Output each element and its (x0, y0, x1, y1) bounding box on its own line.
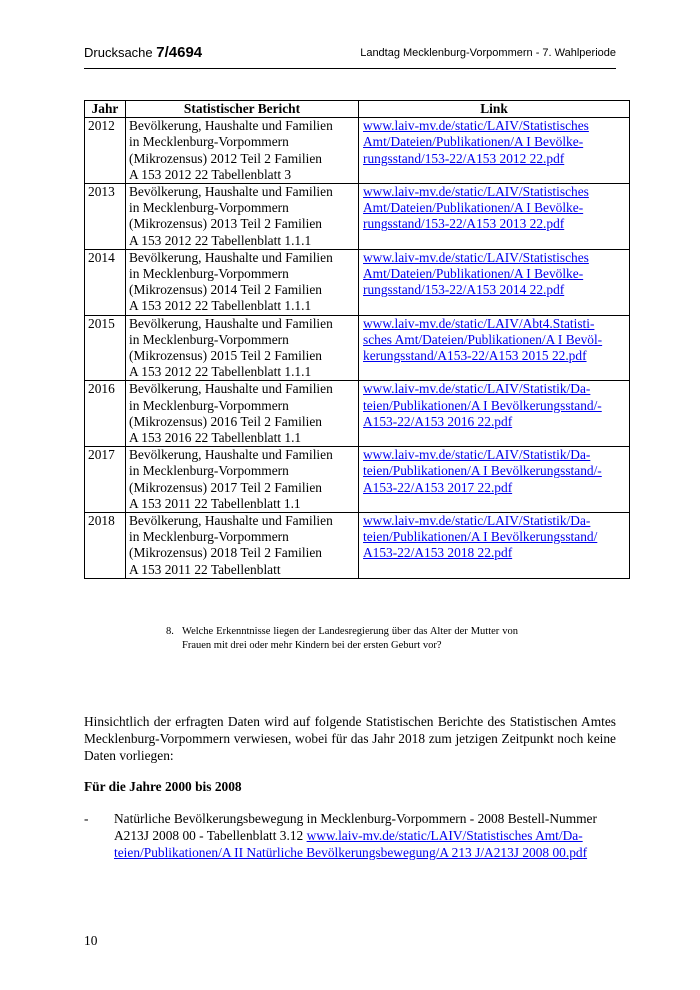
cell-report (126, 118, 359, 184)
question-text: Welche Erkenntnisse liegen der Landesregierung über das Alter der Mutter von Frauen mit drei oder mehr Kindern bei der ersten Geburt vor? (182, 626, 518, 651)
bullet-link-line-1[interactable]: www.laiv-mv.de/static/LAIV/Statistisches Amt/Da- (306, 828, 583, 843)
report-link[interactable]: rungsstand/153-22/A153 2014 22.pdf (363, 282, 565, 298)
cell-link (359, 513, 630, 579)
cell-link (359, 249, 630, 315)
cell-year: 2016 (85, 381, 126, 447)
report-link[interactable]: Amt/Dateien/Publikationen/A I Bevölke- (363, 134, 584, 150)
table-row (85, 249, 630, 315)
report-line: in Mecklenburg-Vorpommern (129, 397, 289, 413)
report-link[interactable]: A153-22/A153 2016 22.pdf (363, 413, 513, 429)
report-link[interactable]: A153-22/A153 2017 22.pdf (363, 479, 513, 495)
report-line: (Mikrozensus) 2017 Teil 2 Familien (129, 479, 322, 495)
table-row (85, 184, 630, 250)
report-line: (Mikrozensus) 2013 Teil 2 Familien (129, 216, 322, 232)
question-number: 8. (166, 626, 174, 637)
report-line: (Mikrozensus) 2015 Teil 2 Familien (129, 348, 322, 364)
column-header-year: Jahr (85, 101, 126, 118)
bullet-link-line-2[interactable]: teien/Publikationen/A II Natürliche Bevölkerungsbewegung/A 213 J/A213J 2008 00.pdf (114, 845, 588, 860)
report-line: in Mecklenburg-Vorpommern (129, 331, 289, 347)
column-header-link: Link (359, 101, 630, 118)
document-label: Drucksache (84, 45, 157, 60)
cell-year: 2017 (85, 447, 126, 513)
report-link[interactable]: teien/Publikationen/A I Bevölkerungsstand/ (363, 529, 598, 545)
document-id: 7/4694 (156, 44, 203, 61)
report-link[interactable]: sches Amt/Dateien/Publikationen/A I Bevöl- (363, 331, 603, 347)
cell-year: 2014 (85, 249, 126, 315)
report-link[interactable]: Amt/Dateien/Publikationen/A I Bevölke- (363, 200, 584, 216)
table-header-row (85, 101, 630, 118)
cell-report (126, 315, 359, 381)
report-link[interactable]: www.laiv-mv.de/static/LAIV/Abt4.Statisti- (363, 315, 595, 331)
report-line: A 153 2012 22 Tabellenblatt 1.1.1 (129, 298, 312, 314)
report-link[interactable]: teien/Publikationen/A I Bevölkerungsstand/- (363, 463, 602, 479)
report-link[interactable]: www.laiv-mv.de/static/LAIV/Statistisches (363, 184, 589, 200)
report-line: Bevölkerung, Haushalte und Familien (129, 249, 333, 265)
bullet-dash: - (84, 811, 89, 826)
table-row (85, 381, 630, 447)
report-link[interactable]: A153-22/A153 2018 22.pdf (363, 545, 513, 561)
report-line: in Mecklenburg-Vorpommern (129, 200, 289, 216)
cell-year: 2012 (85, 118, 126, 184)
report-line: in Mecklenburg-Vorpommern (129, 529, 289, 545)
section-subheading: Für die Jahre 2000 bis 2008 (84, 779, 242, 794)
report-line: (Mikrozensus) 2012 Teil 2 Familien (129, 150, 322, 166)
report-link[interactable]: www.laiv-mv.de/static/LAIV/Statistik/Da- (363, 513, 591, 529)
report-line: in Mecklenburg-Vorpommern (129, 463, 289, 479)
report-link[interactable]: teien/Publikationen/A I Bevölkerungsstand/- (363, 397, 602, 413)
cell-report (126, 381, 359, 447)
report-link[interactable]: www.laiv-mv.de/static/LAIV/Statistisches (363, 118, 589, 134)
report-line: Bevölkerung, Haushalte und Familien (129, 447, 333, 463)
bullet-item (84, 810, 616, 861)
report-line: A 153 2012 22 Tabellenblatt 1.1.1 (129, 232, 312, 248)
report-line: Bevölkerung, Haushalte und Familien (129, 381, 333, 397)
cell-year: 2018 (85, 513, 126, 579)
cell-link (359, 118, 630, 184)
cell-year: 2015 (85, 315, 126, 381)
report-link[interactable]: Amt/Dateien/Publikationen/A I Bevölke- (363, 266, 584, 282)
report-link[interactable]: rungsstand/153-22/A153 2013 22.pdf (363, 216, 565, 232)
cell-link (359, 447, 630, 513)
report-line: (Mikrozensus) 2014 Teil 2 Familien (129, 282, 322, 298)
page-header (84, 44, 616, 69)
table-row (85, 447, 630, 513)
cell-year: 2013 (85, 184, 126, 250)
report-line: in Mecklenburg-Vorpommern (129, 134, 289, 150)
cell-link (359, 184, 630, 250)
report-line: in Mecklenburg-Vorpommern (129, 266, 289, 282)
report-line: A 153 2012 22 Tabellenblatt 1.1.1 (129, 364, 312, 380)
report-line: Bevölkerung, Haushalte und Familien (129, 315, 333, 331)
bullet-text (114, 810, 616, 861)
document-number (84, 44, 202, 61)
cell-report (126, 184, 359, 250)
report-link[interactable]: kerungsstand/A153-22/A153 2015 22.pdf (363, 348, 587, 364)
cell-report (126, 447, 359, 513)
question-8 (166, 625, 518, 652)
report-line: Bevölkerung, Haushalte und Familien (129, 184, 333, 200)
cell-report (126, 249, 359, 315)
statistics-table (84, 100, 630, 579)
report-link[interactable]: rungsstand/153-22/A153 2012 22.pdf (363, 150, 565, 166)
report-line: Bevölkerung, Haushalte und Familien (129, 118, 333, 134)
report-line: (Mikrozensus) 2018 Teil 2 Familien (129, 545, 322, 561)
report-line: Bevölkerung, Haushalte und Familien (129, 513, 333, 529)
report-link[interactable]: www.laiv-mv.de/static/LAIV/Statistik/Da- (363, 447, 591, 463)
report-line: A 153 2011 22 Tabellenblatt (129, 561, 281, 577)
report-line: (Mikrozensus) 2016 Teil 2 Familien (129, 413, 322, 429)
table-body (85, 118, 630, 579)
report-link[interactable]: www.laiv-mv.de/static/LAIV/Statistik/Da- (363, 381, 591, 397)
page-number: 10 (84, 933, 98, 948)
table-row (85, 315, 630, 381)
report-line: A 153 2012 22 Tabellenblatt 3 (129, 166, 292, 182)
table-row (85, 118, 630, 184)
report-link[interactable]: www.laiv-mv.de/static/LAIV/Statistisches (363, 249, 589, 265)
bullet-description: Natürliche Bevölkerungsbewegung in Mecklenburg-Vorpommern - 2008 Bestell-Nummer A213J 2008 00 - Tabellenblatt 3.12 (114, 811, 597, 843)
table-row (85, 513, 630, 579)
cell-report (126, 513, 359, 579)
report-line: A 153 2016 22 Tabellenblatt 1.1 (129, 430, 302, 446)
cell-link (359, 381, 630, 447)
answer-paragraph: Hinsichtlich der erfragten Daten wird auf folgende Statistischen Berichte des Statistischen Amtes Mecklenburg-Vorpommern verwiesen, wobei für das Jahr 2018 zum jetzigen Zeitpunkt noch keine Daten vorliegen: (84, 714, 616, 764)
column-header-report: Statistischer Bericht (126, 101, 359, 118)
report-line: A 153 2011 22 Tabellenblatt 1.1 (129, 495, 301, 511)
parliament-info: Landtag Mecklenburg-Vorpommern - 7. Wahlperiode (360, 47, 616, 59)
cell-link (359, 315, 630, 381)
